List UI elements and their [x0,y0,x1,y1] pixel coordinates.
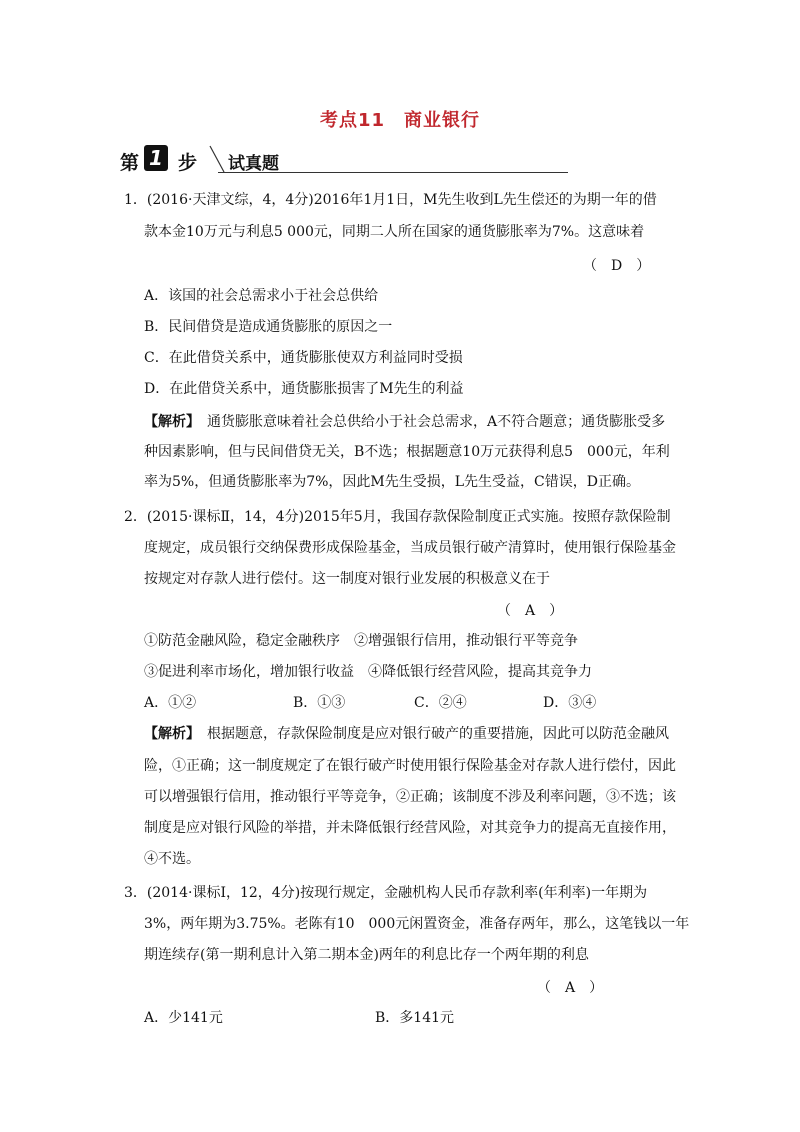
q1-answer: （ D ） [583,258,651,274]
q3-option-a: A．少141元 [144,1010,223,1026]
q2-analysis-line4: 制度是应对银行风险的举措，并未降低银行经营风险，对其竞争力的提高无直接作用， [144,820,676,836]
section-label: 试真题 [228,154,279,174]
q2-stem-line3: 按规定对存款人进行偿付。这一制度对银行业发展的积极意义在于 [144,571,550,587]
q2-analysis-text1: 根据题意，存款保险制度是应对银行破产的重要措施，因此可以防范金融风 [193,726,669,742]
q2-stem-line1: 2．(2015·课标Ⅱ，14，4分)2015年5月，我国存款保险制度正式实施。按照存款保险制 [124,509,671,525]
q1-analysis-line1 [144,411,665,431]
q2-stem-line2: 度规定，成员银行交纳保费形成保险基金，当成员银行破产清算时，使用银行保险基金 [144,540,676,556]
section-step-prefix: 第 [120,152,140,174]
section-step-number-badge: 1 [144,145,168,171]
q1-stem-line1: 1．(2016·天津文综，4，4分)2016年1月1日，M先生收到L先生偿还的为期一年的借 [124,192,657,208]
q1-analysis-text1: 通货膨胀意味着社会总供给小于社会总需求，A不符合题意；通货膨胀受多 [193,414,666,430]
q2-analysis-line2: 险，①正确；这一制度规定了在银行破产时使用银行保险基金对存款人进行偿付，因此 [144,758,676,774]
section-underline [218,172,568,173]
q1-option-b: B．民间借贷是造成通货膨胀的原因之一 [144,319,393,335]
section-step-suffix: 步 [178,152,198,174]
q1-analysis-label: 【解析】 [144,414,193,430]
q1-analysis-line2: 种因素影响，但与民间借贷无关，B不选；根据题意10万元获得利息5 000元，年利 [144,444,670,460]
q1-stem-line2: 款本金10万元与利息5 000元，同期二人所在国家的通货膨胀率为7%。这意味着 [144,224,645,240]
q2-analysis-line5: ④不选。 [144,851,200,867]
page-title: 考点11 商业银行 [319,110,481,131]
section-header [118,142,568,178]
q2-statements-line2: ③促进利率市场化，增加银行收益 ④降低银行经营风险，提高其竞争力 [144,664,592,680]
q3-answer: （ A ） [537,980,604,996]
q3-stem-line2: 3%，两年期为3.75%。老陈有10 000元闲置资金，准备存两年，那么，这笔钱以一年 [144,916,690,932]
q2-answer: （ A ） [497,603,564,619]
q2-option-b: B．①③ [293,695,346,711]
q3-stem-line3: 期连续存(第一期利息计入第二期本金)两年的利息比存一个两年期的利息 [144,947,589,963]
q1-option-d: D．在此借贷关系中，通货膨胀损害了M先生的利益 [144,381,464,397]
q2-analysis-line3: 可以增强银行信用，推动银行平等竞争，②正确；该制度不涉及利率问题，③不选；该 [144,789,676,805]
q1-option-c: C．在此借贷关系中，通货膨胀使双方利益同时受损 [144,350,463,366]
q3-stem-line1: 3．(2014·课标Ⅰ，12，4分)按现行规定，金融机构人民币存款利率(年利率)一年期为 [124,885,648,901]
q1-option-a: A．该国的社会总需求小于社会总供给 [144,288,379,304]
q2-analysis-line1 [144,723,669,743]
q2-statements-line1: ①防范金融风险，稳定金融秩序 ②增强银行信用，推动银行平等竞争 [144,633,578,649]
slash-divider-icon [206,144,228,174]
q3-option-b: B．多141元 [375,1010,455,1026]
q2-option-d: D．③④ [543,695,597,711]
q2-option-c: C．②④ [414,695,467,711]
q2-option-a: A．①② [144,695,197,711]
q1-analysis-line3: 率为5%，但通货膨胀率为7%，因此M先生受损，L先生受益，C错误，D正确。 [144,474,640,490]
q2-analysis-label: 【解析】 [144,726,193,742]
